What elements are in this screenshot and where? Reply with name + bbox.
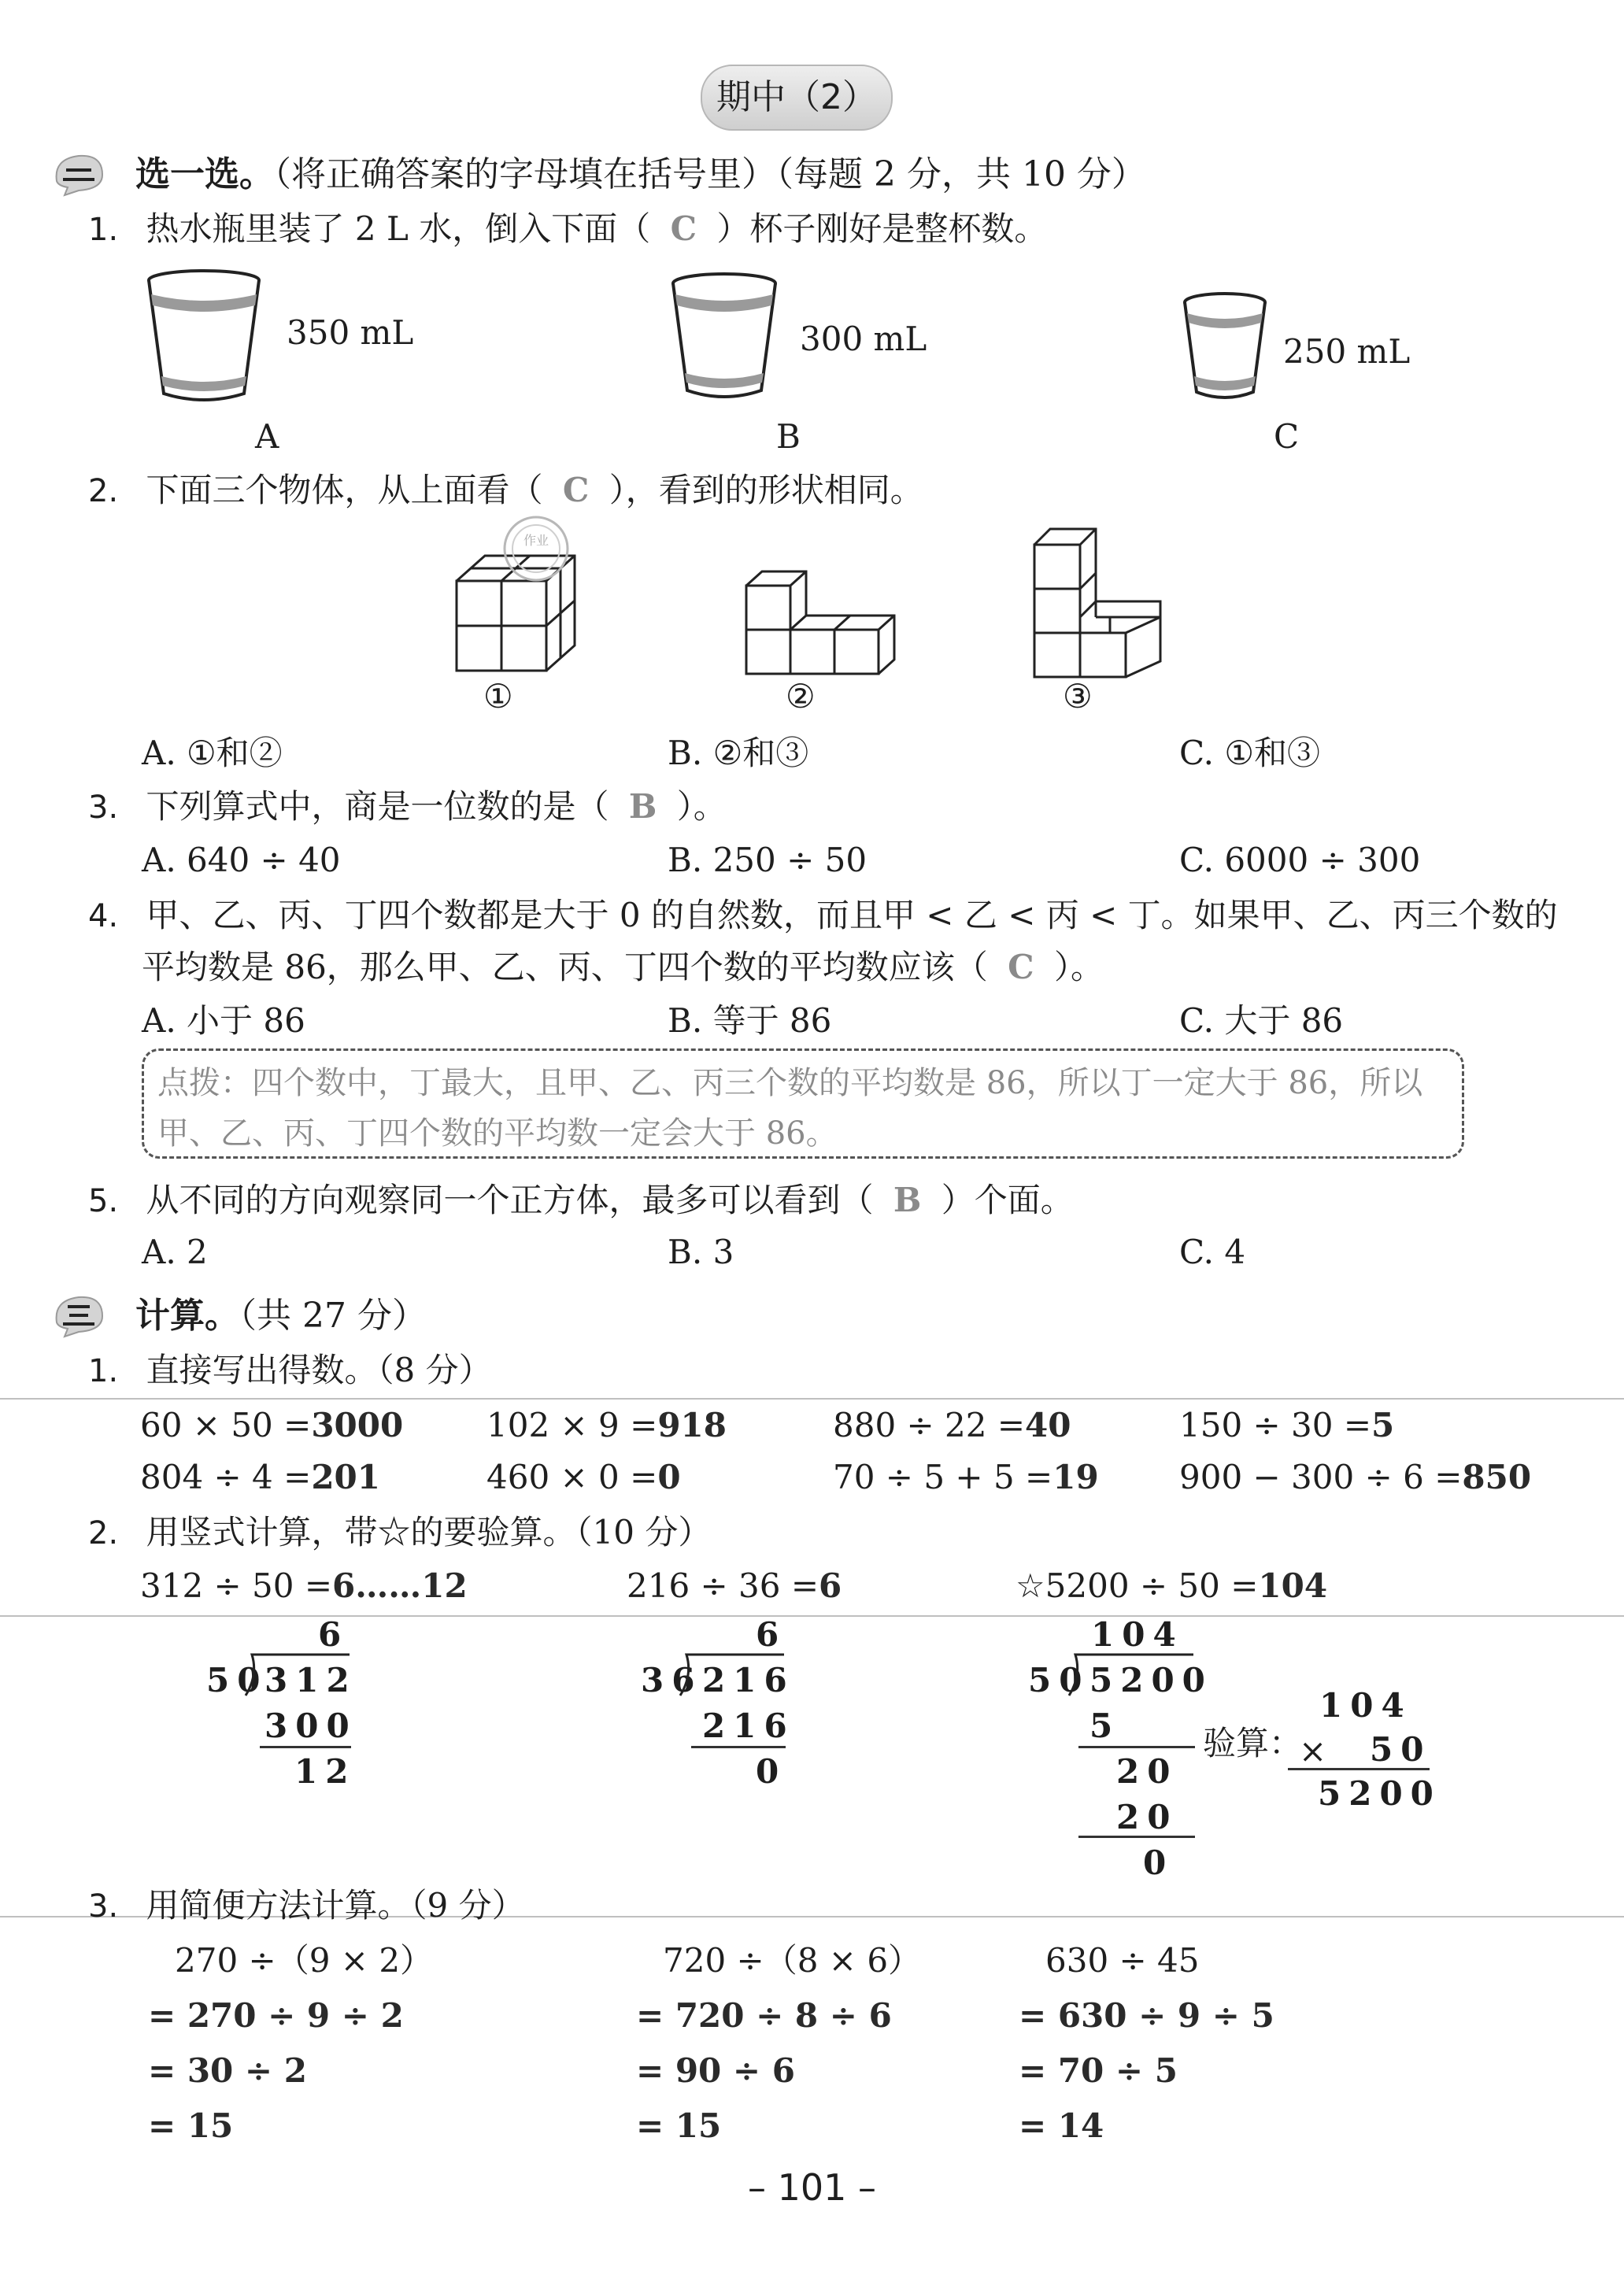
d3-step1[interactable]: 5 [1089, 1707, 1121, 1745]
q4-line1 [88, 896, 1558, 934]
part1-number: 1. [88, 1353, 119, 1389]
check-multiplier[interactable]: 50 [1370, 1730, 1432, 1769]
d3-quotient[interactable]: 104 [1091, 1615, 1184, 1654]
division-result[interactable]: 104 [1258, 1566, 1328, 1605]
part2-number: 2. [88, 1515, 119, 1551]
check-product[interactable]: 5200 [1318, 1774, 1441, 1813]
oral-item-3 [833, 1406, 1071, 1444]
q5-line [88, 1181, 1074, 1219]
q4-option-c[interactable]: C. 大于 86 [1179, 1001, 1344, 1040]
q4-number: 4. [88, 898, 119, 934]
section-two-title: 选一选。 [135, 154, 274, 194]
cup-a-volume: 350 mL [287, 313, 414, 352]
division-2-expr-line [627, 1566, 842, 1605]
oral-expr: 804 ÷ 4 = [140, 1458, 312, 1496]
divider-line [0, 1398, 1624, 1400]
section-three-title: 计算。 [135, 1296, 239, 1336]
q5-answer[interactable]: B [893, 1181, 922, 1219]
q2-answer[interactable]: C [562, 471, 590, 509]
simplify-1-step1[interactable]: = 270 ÷ 9 ÷ 2 [148, 1996, 404, 2035]
q2-text-before: 下面三个物体，从上面看（ [146, 471, 543, 509]
simplify-1-step2[interactable]: = 30 ÷ 2 [148, 2051, 307, 2090]
simplify-2-step2[interactable]: = 90 ÷ 6 [636, 2051, 795, 2090]
q3-answer[interactable]: B [628, 787, 657, 826]
section-two-note: （将正确答案的字母填在括号里）（每题 2 分，共 10 分） [274, 154, 1146, 194]
oral-expr: 150 ÷ 30 = [1179, 1406, 1372, 1444]
d1-dividend: 312 [265, 1661, 357, 1699]
cube-figure-2 [743, 567, 901, 677]
d1-divisor: 50 [206, 1661, 268, 1699]
section-two-badge-icon [50, 150, 107, 197]
q3-text-before: 下列算式中，商是一位数的是（ [146, 787, 609, 826]
d2-quotient[interactable]: 6 [756, 1615, 787, 1654]
check-multiplicand[interactable]: 104 [1319, 1686, 1412, 1725]
cup-b-volume: 300 mL [800, 320, 927, 358]
oral-item-2 [486, 1406, 727, 1444]
figure-label-3: ③ [1063, 677, 1093, 716]
division-result[interactable]: 6 [819, 1566, 842, 1605]
simplify-3-expr: 630 ÷ 45 [1045, 1941, 1200, 1980]
q1-line [88, 209, 1048, 248]
q4-text-after: ）。 [1053, 948, 1104, 986]
oral-item-5 [140, 1458, 380, 1496]
q4-option-b[interactable]: B. 等于 86 [668, 1001, 832, 1040]
section-three-badge-icon [50, 1291, 107, 1338]
oral-item-7 [833, 1458, 1099, 1496]
oral-result[interactable]: 5 [1371, 1406, 1395, 1444]
simplify-1-step3[interactable]: = 15 [148, 2106, 234, 2145]
part2-title: 用竖式计算，带☆的要验算。（10 分） [146, 1513, 712, 1551]
part1-line [88, 1351, 492, 1389]
divider-line [0, 1615, 1624, 1617]
check-product-line [1288, 1768, 1430, 1770]
oral-expr: 70 ÷ 5 + 5 = [833, 1458, 1053, 1496]
oral-result[interactable]: 19 [1052, 1458, 1099, 1496]
q3-line [88, 787, 727, 826]
oral-expr: 880 ÷ 22 = [833, 1406, 1026, 1444]
q3-option-c[interactable]: C. 6000 ÷ 300 [1179, 841, 1421, 879]
d1-quotient[interactable]: 6 [318, 1615, 350, 1654]
d3-step3[interactable]: 20 [1116, 1798, 1178, 1836]
oral-item-6 [486, 1458, 681, 1496]
division-1-expr-line [140, 1566, 468, 1605]
simplify-3-step1[interactable]: = 630 ÷ 9 ÷ 5 [1019, 1996, 1274, 2035]
q2-number: 2. [88, 473, 119, 509]
q4-text-line1: 甲、乙、丙、丁四个数都是大于 0 的自然数，而且甲 < 乙 < 丙 < 丁。如果甲、乙、丙三个数的 [146, 896, 1558, 934]
oral-result[interactable]: 201 [311, 1458, 380, 1496]
d2-remainder[interactable]: 0 [756, 1752, 787, 1791]
q4-option-a[interactable]: A. 小于 86 [142, 1001, 305, 1040]
q3-option-b[interactable]: B. 250 ÷ 50 [668, 841, 867, 879]
oral-item-1 [140, 1406, 404, 1444]
d2-subtraction-line [691, 1746, 786, 1748]
d1-subtraction-line [260, 1746, 351, 1748]
cup-c-icon [1181, 291, 1269, 408]
cup-a-letter: A [255, 417, 279, 456]
simplify-2-step3[interactable]: = 15 [636, 2106, 722, 2145]
division-expr: 312 ÷ 50 = [140, 1566, 333, 1605]
q2-text-after: ），看到的形状相同。 [609, 471, 923, 509]
q5-option-c[interactable]: C. 4 [1179, 1233, 1246, 1271]
cube-figure-3 [1031, 523, 1165, 680]
q5-text-before: 从不同的方向观察同一个正方体，最多可以看到（ [146, 1181, 874, 1219]
figure-label-2: ② [786, 677, 816, 716]
check-times-sign: × [1299, 1732, 1327, 1770]
q2-option-c[interactable]: C. ①和③ [1179, 734, 1320, 772]
d3-subtraction-line-1 [1078, 1746, 1195, 1748]
cup-b-icon [669, 271, 779, 406]
simplify-3-step3[interactable]: = 14 [1019, 2106, 1104, 2145]
hint-line-2: 甲、乙、丙、丁四个数的平均数一定会大于 86。 [157, 1115, 838, 1152]
q1-text-before: 热水瓶里装了 2 L 水，倒入下面（ [146, 209, 651, 248]
q4-line2 [142, 948, 1104, 986]
q3-text-after: ）。 [676, 787, 727, 826]
oral-result[interactable]: 3000 [311, 1406, 404, 1444]
q1-number: 1. [88, 212, 119, 248]
division-result[interactable]: 6……12 [332, 1566, 468, 1605]
q2-option-a[interactable]: A. ①和② [142, 734, 283, 772]
division-expr: ☆5200 ÷ 50 = [1015, 1566, 1259, 1605]
page-title: 期中（2） [701, 65, 893, 131]
oral-expr: 900 − 300 ÷ 6 = [1179, 1458, 1463, 1496]
cup-b-letter: B [776, 417, 801, 456]
part3-number: 3. [88, 1888, 119, 1925]
part1-title: 直接写出得数。（8 分） [146, 1351, 492, 1389]
oral-result[interactable]: 918 [657, 1406, 727, 1444]
d1-remainder[interactable]: 12 [294, 1752, 357, 1791]
cup-c-volume: 250 mL [1283, 332, 1411, 371]
part3-line [88, 1886, 525, 1925]
oral-expr: 460 × 0 = [486, 1458, 658, 1496]
d2-step1[interactable]: 216 [702, 1707, 795, 1745]
check-label: 验算： [1203, 1724, 1303, 1762]
d3-dividend: 5200 [1089, 1661, 1213, 1699]
oral-item-4 [1179, 1406, 1395, 1444]
simplify-1-expr: 270 ÷（9 × 2） [175, 1941, 434, 1980]
d3-divisor: 50 [1028, 1661, 1090, 1699]
oral-result[interactable]: 0 [657, 1458, 681, 1496]
watermark-stamp-icon [501, 513, 572, 584]
hint-line-1: 点拨：四个数中，丁最大，且甲、乙、丙三个数的平均数是 86，所以丁一定大于 86，所以 [157, 1065, 1423, 1101]
stamp-text: 作业 [523, 533, 549, 548]
simplify-3-step2[interactable]: = 70 ÷ 5 [1019, 2051, 1178, 2090]
d3-remainder[interactable]: 0 [1143, 1843, 1175, 1882]
figure-label-1: ① [483, 677, 513, 716]
division-3-expr-line [1015, 1566, 1328, 1605]
q1-answer[interactable]: C [670, 209, 697, 248]
q5-option-a[interactable]: A. 2 [142, 1233, 208, 1271]
oral-result[interactable]: 40 [1025, 1406, 1071, 1444]
oral-expr: 102 × 9 = [486, 1406, 658, 1444]
simplify-2-step1[interactable]: = 720 ÷ 8 ÷ 6 [636, 1996, 892, 2035]
d3-step2[interactable]: 20 [1116, 1752, 1178, 1791]
d3-subtraction-line-2 [1078, 1836, 1195, 1838]
q3-option-a[interactable]: A. 640 ÷ 40 [142, 841, 341, 879]
cup-c-letter: C [1274, 417, 1300, 456]
section-three-note: （共 27 分） [239, 1296, 427, 1336]
simplify-2-expr: 720 ÷（8 × 6） [663, 1941, 922, 1980]
q3-number: 3. [88, 790, 119, 826]
page-number: – 101 – [747, 2166, 877, 2209]
q5-number: 5. [88, 1183, 119, 1219]
q2-option-b[interactable]: B. ②和③ [668, 734, 809, 772]
q5-text-after: ）个面。 [941, 1181, 1074, 1219]
part3-title: 用简便方法计算。（9 分） [146, 1886, 525, 1925]
q2-line [88, 471, 923, 509]
oral-expr: 60 × 50 = [140, 1406, 312, 1444]
d2-dividend: 216 [702, 1661, 795, 1699]
q5-option-b[interactable]: B. 3 [668, 1233, 734, 1271]
division-expr: 216 ÷ 36 = [627, 1566, 819, 1605]
q4-answer[interactable]: C [1008, 948, 1034, 986]
oral-item-8 [1179, 1458, 1532, 1496]
q4-text-before: 平均数是 86，那么甲、乙、丙、丁四个数的平均数应该（ [142, 948, 988, 986]
q1-text-after: ）杯子刚好是整杯数。 [716, 209, 1048, 248]
d1-step1[interactable]: 300 [265, 1707, 357, 1745]
d2-divisor: 36 [641, 1661, 703, 1699]
part2-line [88, 1513, 712, 1551]
oral-result[interactable]: 850 [1462, 1458, 1532, 1496]
cup-a-icon [145, 268, 263, 409]
